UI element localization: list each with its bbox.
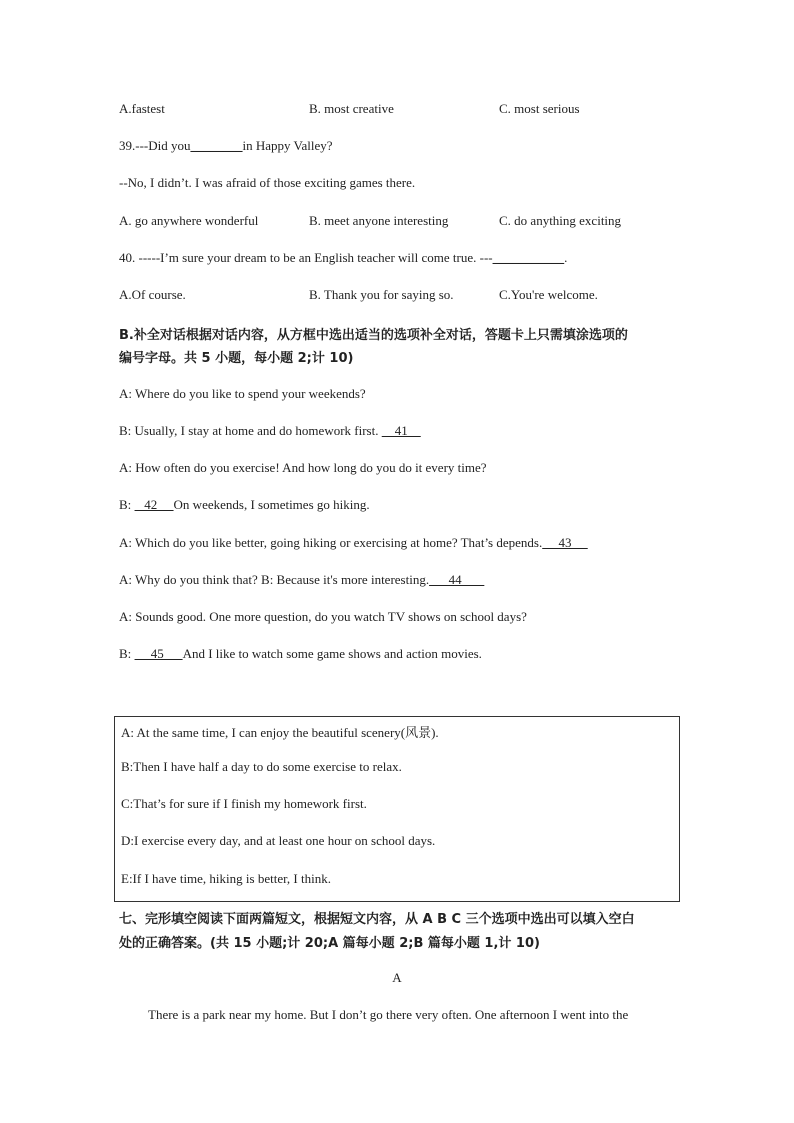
options-box (114, 716, 680, 902)
dialogue-line: A: Where do you like to spend your weekends? (119, 386, 366, 401)
q39-response: --No, I didn’t. I was afraid of those exciting games there. (119, 175, 416, 190)
dialogue-line: A: Which do you like better, going hiking or exercising at home? That’s depends. 43 (119, 535, 588, 550)
box-option-a: A: At the same time, I can enjoy the beautiful scenery(风景). (121, 725, 439, 740)
q40-option-c: C.You're welcome. (499, 287, 598, 302)
blank-44: 44 (429, 572, 485, 587)
dialogue-line: A: Why do you think that? B: Because it's more interesting. 44 (119, 572, 485, 587)
dialogue-line: A: Sounds good. One more question, do you watch TV shows on school days? (119, 609, 527, 624)
blank-41: 41 (381, 423, 421, 438)
q39-blank: ________ (190, 138, 243, 153)
q39-option-a: A. go anywhere wonderful (119, 213, 259, 228)
q40-blank: ___________ (492, 250, 565, 265)
q39-option-c: C. do anything exciting (499, 213, 622, 228)
q40-option-a: A.Of course. (119, 287, 186, 302)
section-b-heading-line1: B.补全对话根据对话内容，从方框中选出适当的选项补全对话，答题卡上只需填涂选项的 (119, 328, 628, 343)
box-option-d: D:I exercise every day, and at least one hour on school days. (121, 833, 436, 848)
dialogue-line: B: 42 On weekends, I sometimes go hiking. (119, 497, 370, 512)
q39-option-b: B. meet anyone interesting (309, 213, 449, 228)
blank-43: 43 (542, 535, 588, 550)
section-7-heading-line2: 处的正确答案。(共 15 小题;计 20;A 篇每小题 2;B 篇每小题 1,计 10) (119, 936, 540, 951)
section-b-heading-line2: 编号字母。共 5 小题，每小题 2;计 10) (119, 351, 354, 366)
dialogue-line: B: Usually, I stay at home and do homework first. 41 (119, 423, 421, 438)
q39-stem: 39.---Did you________in Happy Valley? (119, 138, 333, 153)
box-option-b: B:Then I have half a day to do some exercise to relax. (121, 759, 402, 774)
passage-label: A (392, 970, 402, 985)
q40-stem: 40. -----I’m sure your dream to be an English teacher will come true. ---___________. (119, 250, 568, 265)
q38-option-b: B. most creative (309, 101, 394, 116)
q38-option-a: A.fastest (119, 101, 165, 116)
q40-option-b: B. Thank you for saying so. (309, 287, 454, 302)
section-7-heading-line1: 七、完形填空阅读下面两篇短文，根据短文内容，从 A B C 三个选项中选出可以填入空白 (119, 912, 635, 927)
box-option-c: C:That’s for sure if I finish my homework first. (121, 796, 367, 811)
dialogue-line: A: How often do you exercise! And how long do you do it every time? (119, 460, 487, 475)
dialogue-line: B: 45 And I like to watch some game shows and action movies. (119, 646, 482, 661)
box-option-e: E:If I have time, hiking is better, I think. (121, 871, 331, 886)
passage-first-line: There is a park near my home. But I don’t go there very often. One afternoon I went into the (148, 1007, 629, 1022)
blank-42: 42 (134, 497, 174, 512)
blank-45: 45 (134, 646, 183, 661)
q38-option-c: C. most serious (499, 101, 580, 116)
